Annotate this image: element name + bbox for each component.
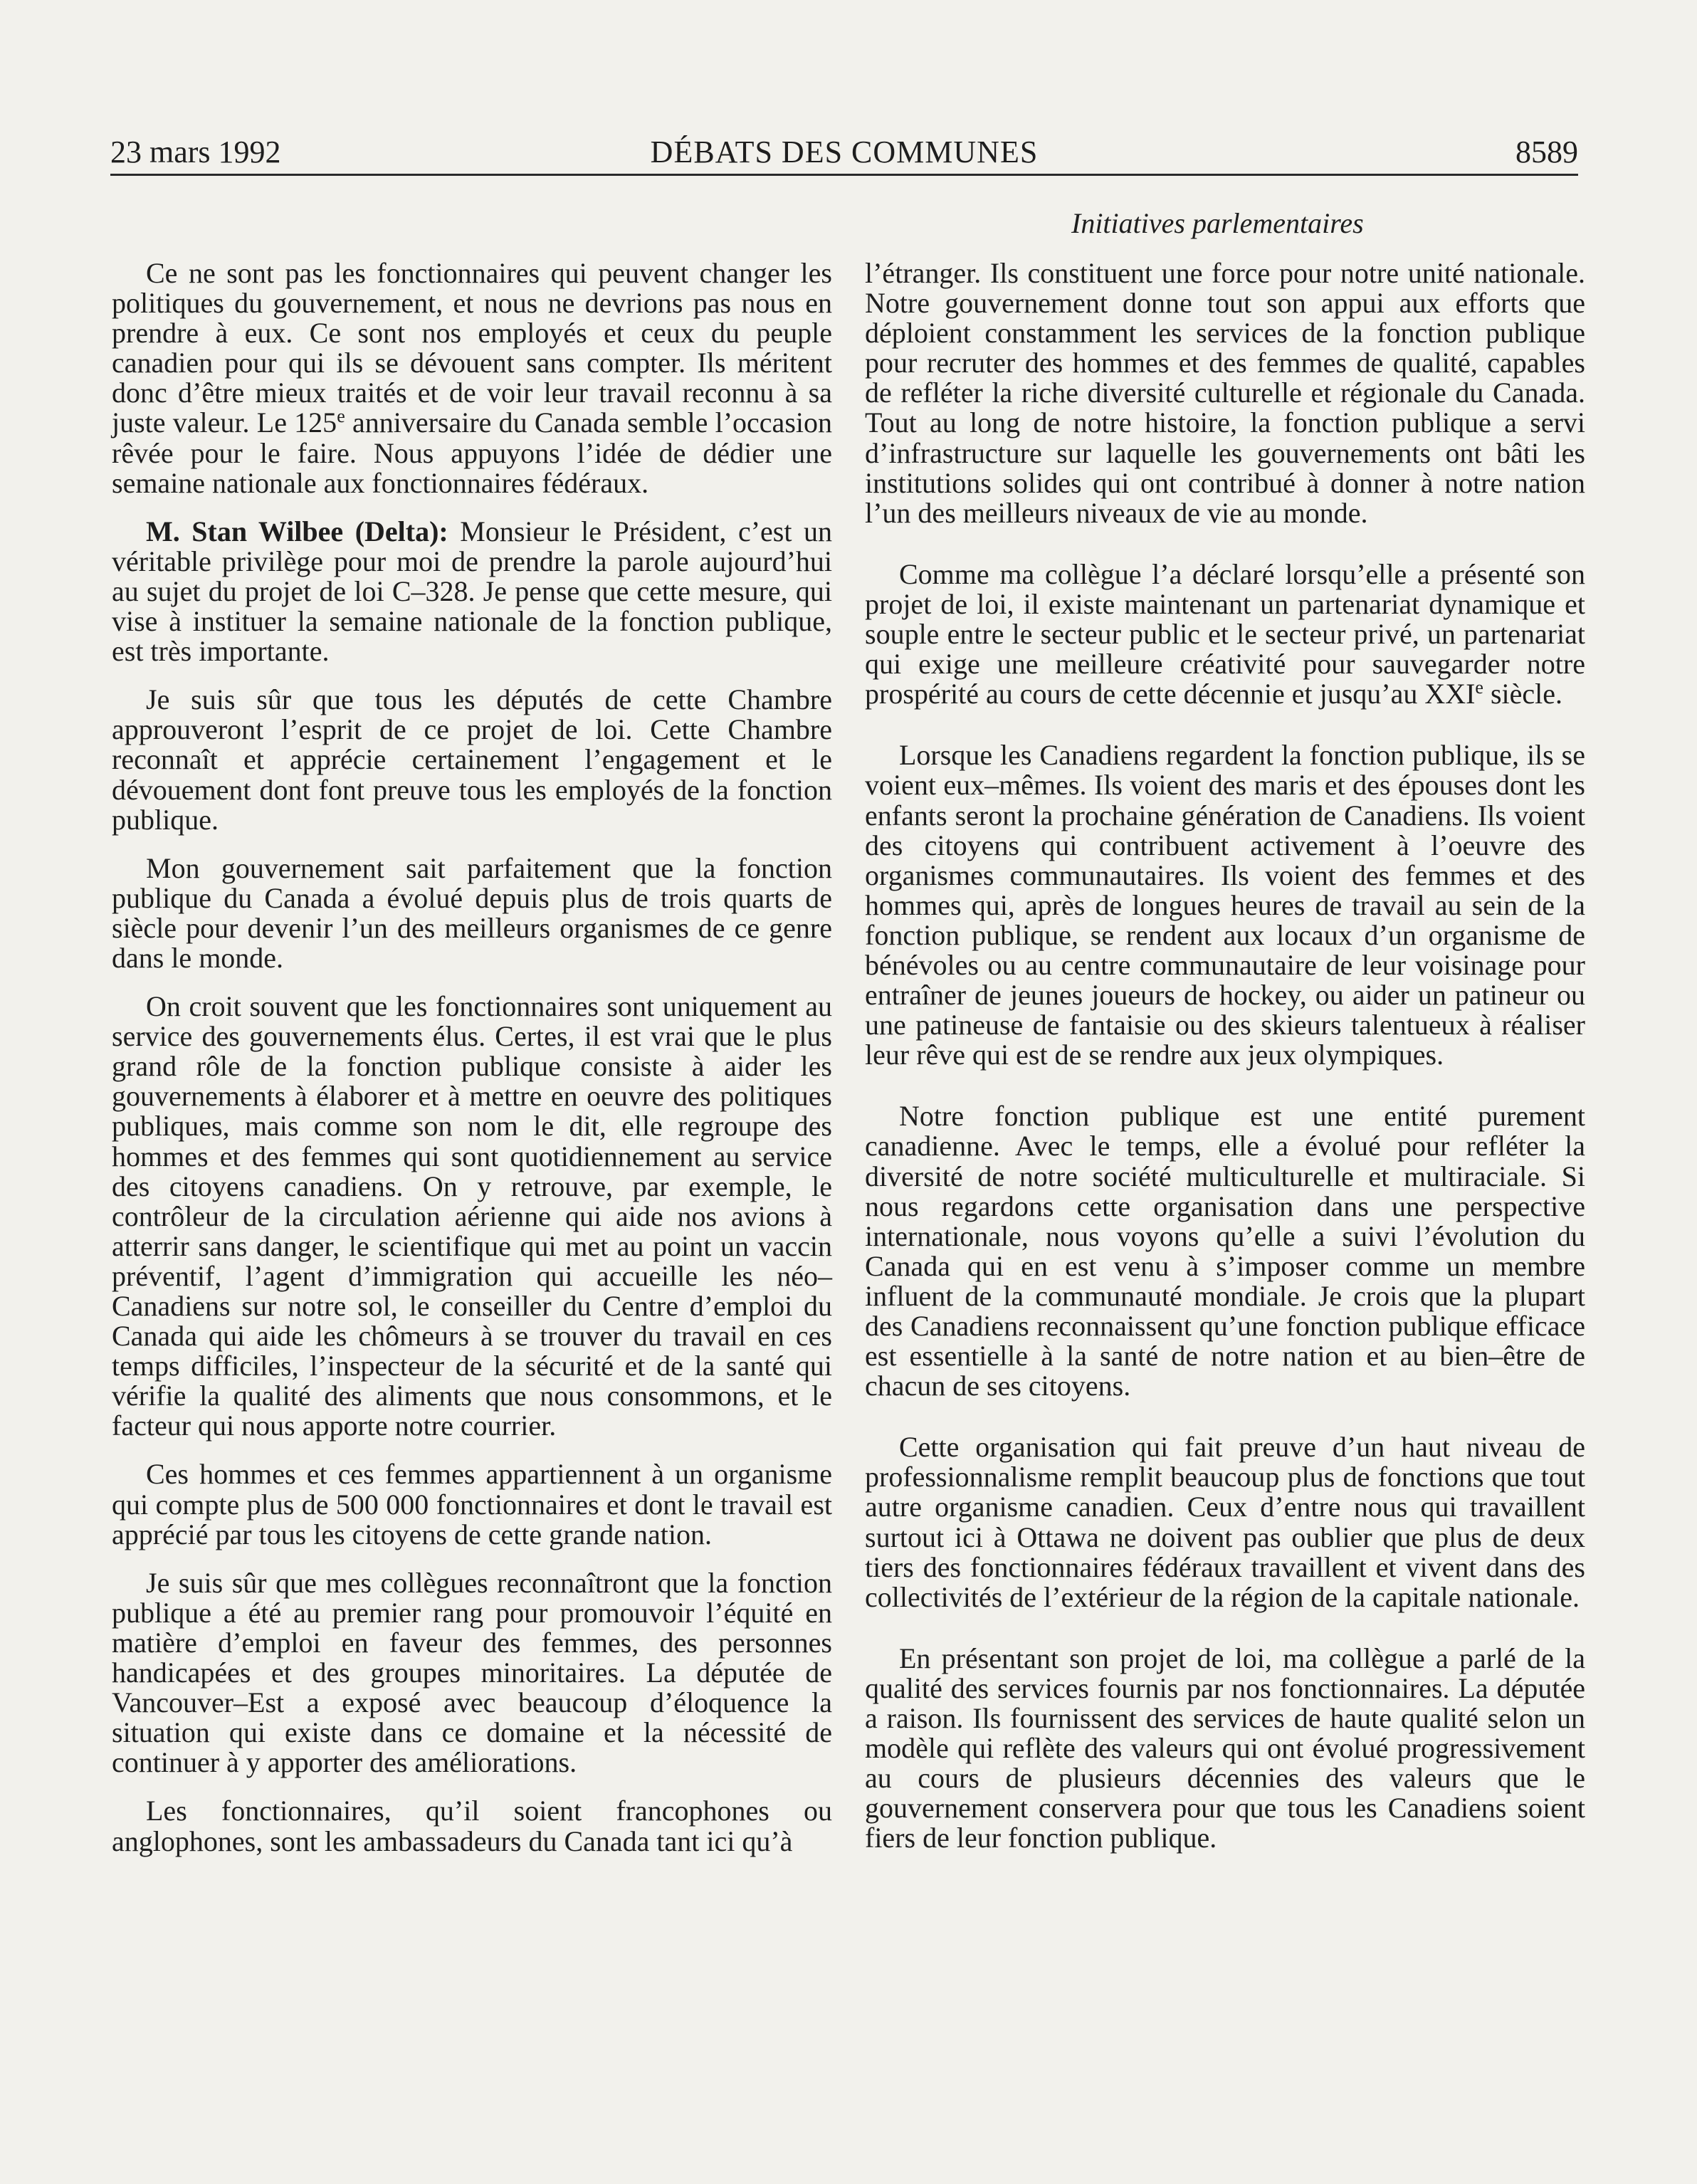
right-column: [865, 258, 1585, 1854]
paragraph: Je suis sûr que tous les députés de cette Chambre approuveront l’esprit de ce projet de loi. Cette Chambre reconnaît et apprécie certainement l’engagement et le dévouement dont font preuve tous les employés de la fonction publique.: [112, 683, 832, 836]
header-date: 23 mars 1992: [110, 135, 281, 169]
paragraph: Les fonctionnaires, qu’il soient francophones ou anglophones, sont les ambassadeurs du Canada tant ici qu’à: [112, 1795, 832, 1857]
speaker-name: M. Stan Wilbee (Delta):: [146, 515, 448, 547]
page-header: [110, 130, 1578, 176]
paragraph: Je suis sûr que mes collègues reconnaîtront que la fonction publique a été au premier rang pour promouvoir l’équité en matière d’emploi en faveur des femmes, des personnes handicapées et des groupes minoritaires. La députée de Vancouver–Est a exposé avec beaucoup d’éloquence la situation qui existe dans ce domaine et la nécessité de continuer à y apporter des améliorations.: [112, 1566, 832, 1779]
paragraph: Comme ma collègue l’a déclaré lorsqu’elle a présenté son projet de loi, il existe maintenant un partenariat dynamique et souple entre le secteur public et le secteur privé, un partenariat qui exige une meilleure créativité pour sauvegarder notre prospérité au cours de cette décennie et jusqu’au XXIe siècle.: [865, 557, 1585, 710]
paragraph: En présentant son projet de loi, ma collègue a parlé de la qualité des services fournis par nos fonctionnaires. La députée a raison. Ils fournissent des services de haute qualité selon un modèle qui reflète des valeurs qui ont évolué progressivement au cours de plusieurs décennies des valeurs que le gouvernement conservera pour que tous les Canadiens soient fiers de leur fonction publique.: [865, 1642, 1585, 1854]
paragraph: Notre fonction publique est une entité purement canadienne. Avec le temps, elle a évolué pour refléter la diversité de notre société multiculturelle et multiraciale. Si nous regardons cette organisation dans une perspective internationale, nous voyons qu’elle a suivi l’évolution du Canada qui en est venu à s’imposer comme un membre influent de la communauté mondiale. Je crois que la plupart des Canadiens reconnaissent qu’une fonction publique efficace est essentielle à la santé de notre nation et au bien–être de chacun de ses citoyens.: [865, 1100, 1585, 1402]
section-title: Initiatives parlementaires: [1071, 207, 1364, 239]
left-column: [112, 258, 832, 1857]
paragraph: Cette organisation qui fait preuve d’un haut niveau de professionnalisme remplit beaucoup plus de fonctions que tout autre organisme canadien. Ceux d’entre nous qui travaillent surtout ici à Ottawa ne doivent pas oublier que plus de deux tiers des fonctionnaires fédéraux travaillent et vivent dans des collectivités de l’extérieur de la région de la capitale nationale.: [865, 1431, 1585, 1613]
paragraph: Mon gouvernement sait parfaitement que la fonction publique du Canada a évolué depuis plus de trois quarts de siècle pour devenir l’un des meilleurs organismes de ce genre dans le monde.: [112, 851, 832, 974]
paragraph: On croit souvent que les fonctionnaires sont uniquement au service des gouvernements élus. Certes, il est vrai que le plus grand rôle de la fonction publique consiste à aider les gouvernements à élaborer et à mettre en oeuvre des politiques publiques, mais comme son nom le dit, elle regroupe des hommes et des femmes qui sont quotidiennement au service des citoyens canadiens. On y retrouve, par exemple, le contrôleur de la circulation aérienne qui aide nos avions à atterrir sans danger, le scientifique qui met au point un vaccin préventif, l’agent d’immigration qui accueille les néo–Canadiens sur notre sol, le conseiller du Centre d’emploi du Canada qui aide les chômeurs à se trouver du travail en ces temps difficiles, l’inspecteur de la sécurité et de la santé qui vérifie la qualité des aliments que nous consommons, et le facteur qui nous apporte notre courrier.: [112, 990, 832, 1442]
header-title: DÉBATS DES COMMUNES: [650, 135, 1039, 169]
header-page-number: 8589: [1515, 135, 1578, 169]
paragraph: M. Stan Wilbee (Delta): Monsieur le Président, c’est un véritable privilège pour moi de prendre la parole aujourd’hui au sujet du projet de loi C–328. Je pense que cette mesure, qui vise à instituer la semaine nationale de la fonction publique, est très importante.: [112, 515, 832, 668]
paragraph: Ces hommes et ces femmes appartiennent à un organisme qui compte plus de 500 000 fonctionnaires et dont le travail est apprécié par tous les citoyens de cette grande nation.: [112, 1458, 832, 1550]
paragraph: Ce ne sont pas les fonctionnaires qui peuvent changer les politiques du gouvernement, et nous ne devrions pas nous en prendre à eux. Ce sont nos employés et ceux du peuple canadien pour qui ils se dévouent sans compter. Ils méritent donc d’être mieux traités et de voir leur travail reconnu à sa juste valeur. Le 125e anniversaire du Canada semble l’occasion rêvée pour le faire. Nous appuyons l’idée de dédier une semaine nationale aux fonctionnaires fédéraux.: [112, 257, 832, 499]
paragraph: Lorsque les Canadiens regardent la fonction publique, ils se voient eux–mêmes. Ils voient des maris et des épouses dont les enfants seront la prochaine génération de Canadiens. Ils voient des citoyens qui contribuent activement à l’oeuvre des organismes communautaires. Ils voient des femmes et des hommes qui, après de longues heures de travail au sein de la fonction publique, se rendent aux locaux d’un organisme de bénévoles ou au centre communautaire de leur voisinage pour entraîner de jeunes joueurs de hockey, ou aider un patineur ou une patineuse de fantaisie ou des skieurs talentueux à réaliser leur rêve qui est de se rendre aux jeux olympiques.: [865, 739, 1585, 1071]
paragraph: l’étranger. Ils constituent une force pour notre unité nationale. Notre gouvernement donne tout son appui aux efforts que déploient constamment les services de la fonction publique pour recruter des hommes et des femmes de qualité, capables de refléter la riche diversité culturelle et régionale du Canada. Tout au long de notre histoire, la fonction publique a servi d’infrastructure sur laquelle les gouvernements ont bâti les institutions solides qui ont contribué à donner à notre nation l’un des meilleurs niveaux de vie au monde.: [865, 257, 1585, 529]
